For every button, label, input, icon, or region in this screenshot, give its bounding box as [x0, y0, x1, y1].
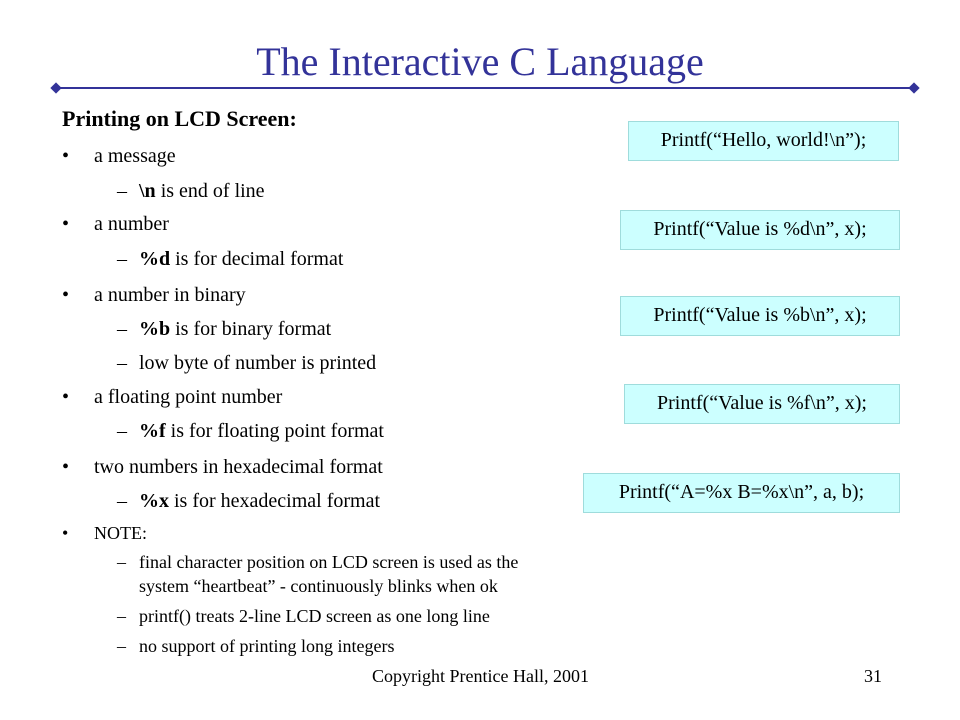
dash-mark: –: [117, 352, 127, 374]
format-code: %d: [139, 248, 171, 270]
bullet-note: [62, 520, 147, 546]
slide-title: The Interactive C Language: [256, 39, 704, 84]
dash-mark: –: [117, 420, 127, 442]
dash-mark: –: [117, 490, 127, 512]
bullet-message: [62, 143, 176, 169]
bullet-mark: •: [62, 456, 70, 478]
sub-bullet-text: is for floating point format: [165, 420, 384, 442]
dash-mark: –: [117, 180, 127, 202]
note-item: [117, 634, 394, 658]
note-text: printf() treats 2-line LCD screen as one long line: [139, 606, 490, 626]
sub-bullet-text: is for decimal format: [170, 248, 344, 270]
code-box-decimal: Printf(“Value is %d\n”, x);: [620, 210, 900, 250]
sub-bullet: [117, 246, 343, 272]
footer-copyright: Copyright Prentice Hall, 2001: [372, 666, 589, 686]
dash-mark: –: [117, 636, 126, 656]
format-code: %f: [139, 420, 166, 442]
bullet-mark: •: [62, 523, 69, 543]
sub-bullet-text: is for binary format: [170, 318, 332, 340]
bullet-number: [62, 211, 169, 237]
note-text: no support of printing long integers: [139, 636, 395, 656]
code-box-hello: Printf(“Hello, world!\n”);: [628, 121, 899, 161]
bullet-mark: •: [62, 284, 70, 306]
dash-mark: –: [117, 248, 127, 270]
bullet-mark: •: [62, 145, 70, 167]
section-heading: Printing on LCD Screen:: [62, 106, 297, 131]
note-item: [117, 550, 518, 574]
sub-bullet: [117, 178, 265, 204]
dash-mark: –: [117, 552, 126, 572]
bullet-binary: [62, 282, 246, 308]
format-code: \n: [139, 180, 156, 202]
bullet-text: a message: [94, 145, 176, 167]
bullet-text: a number in binary: [94, 284, 246, 306]
bullet-float: [62, 384, 282, 410]
note-text: system “heartbeat” - continuously blinks when ok: [139, 576, 498, 596]
format-code: %x: [139, 490, 169, 512]
sub-bullet: [117, 316, 331, 342]
sub-bullet-text: low byte of number is printed: [139, 352, 377, 374]
note-text: final character position on LCD screen is used as the: [139, 552, 519, 572]
format-code: %b: [139, 318, 171, 340]
sub-bullet: [117, 350, 376, 376]
bullet-text: a floating point number: [94, 386, 283, 408]
dash-mark: –: [117, 318, 127, 340]
bullet-mark: •: [62, 213, 70, 235]
note-item-continued: [139, 574, 498, 598]
sub-bullet: [117, 418, 384, 444]
page-number: 31: [864, 666, 882, 686]
dash-mark: –: [117, 606, 126, 626]
title-rule: [56, 87, 914, 89]
bullet-text: NOTE:: [94, 523, 147, 543]
sub-bullet: [117, 488, 380, 514]
code-box-float: Printf(“Value is %f\n”, x);: [624, 384, 900, 424]
bullet-text: two numbers in hexadecimal format: [94, 456, 383, 478]
bullet-text: a number: [94, 213, 169, 235]
code-box-binary: Printf(“Value is %b\n”, x);: [620, 296, 900, 336]
sub-bullet-text: is end of line: [155, 180, 265, 202]
note-item: [117, 604, 490, 628]
bullet-hex: [62, 454, 383, 480]
sub-bullet-text: is for hexadecimal format: [169, 490, 381, 512]
bullet-mark: •: [62, 386, 70, 408]
code-box-hex: Printf(“A=%x B=%x\n”, a, b);: [583, 473, 900, 513]
